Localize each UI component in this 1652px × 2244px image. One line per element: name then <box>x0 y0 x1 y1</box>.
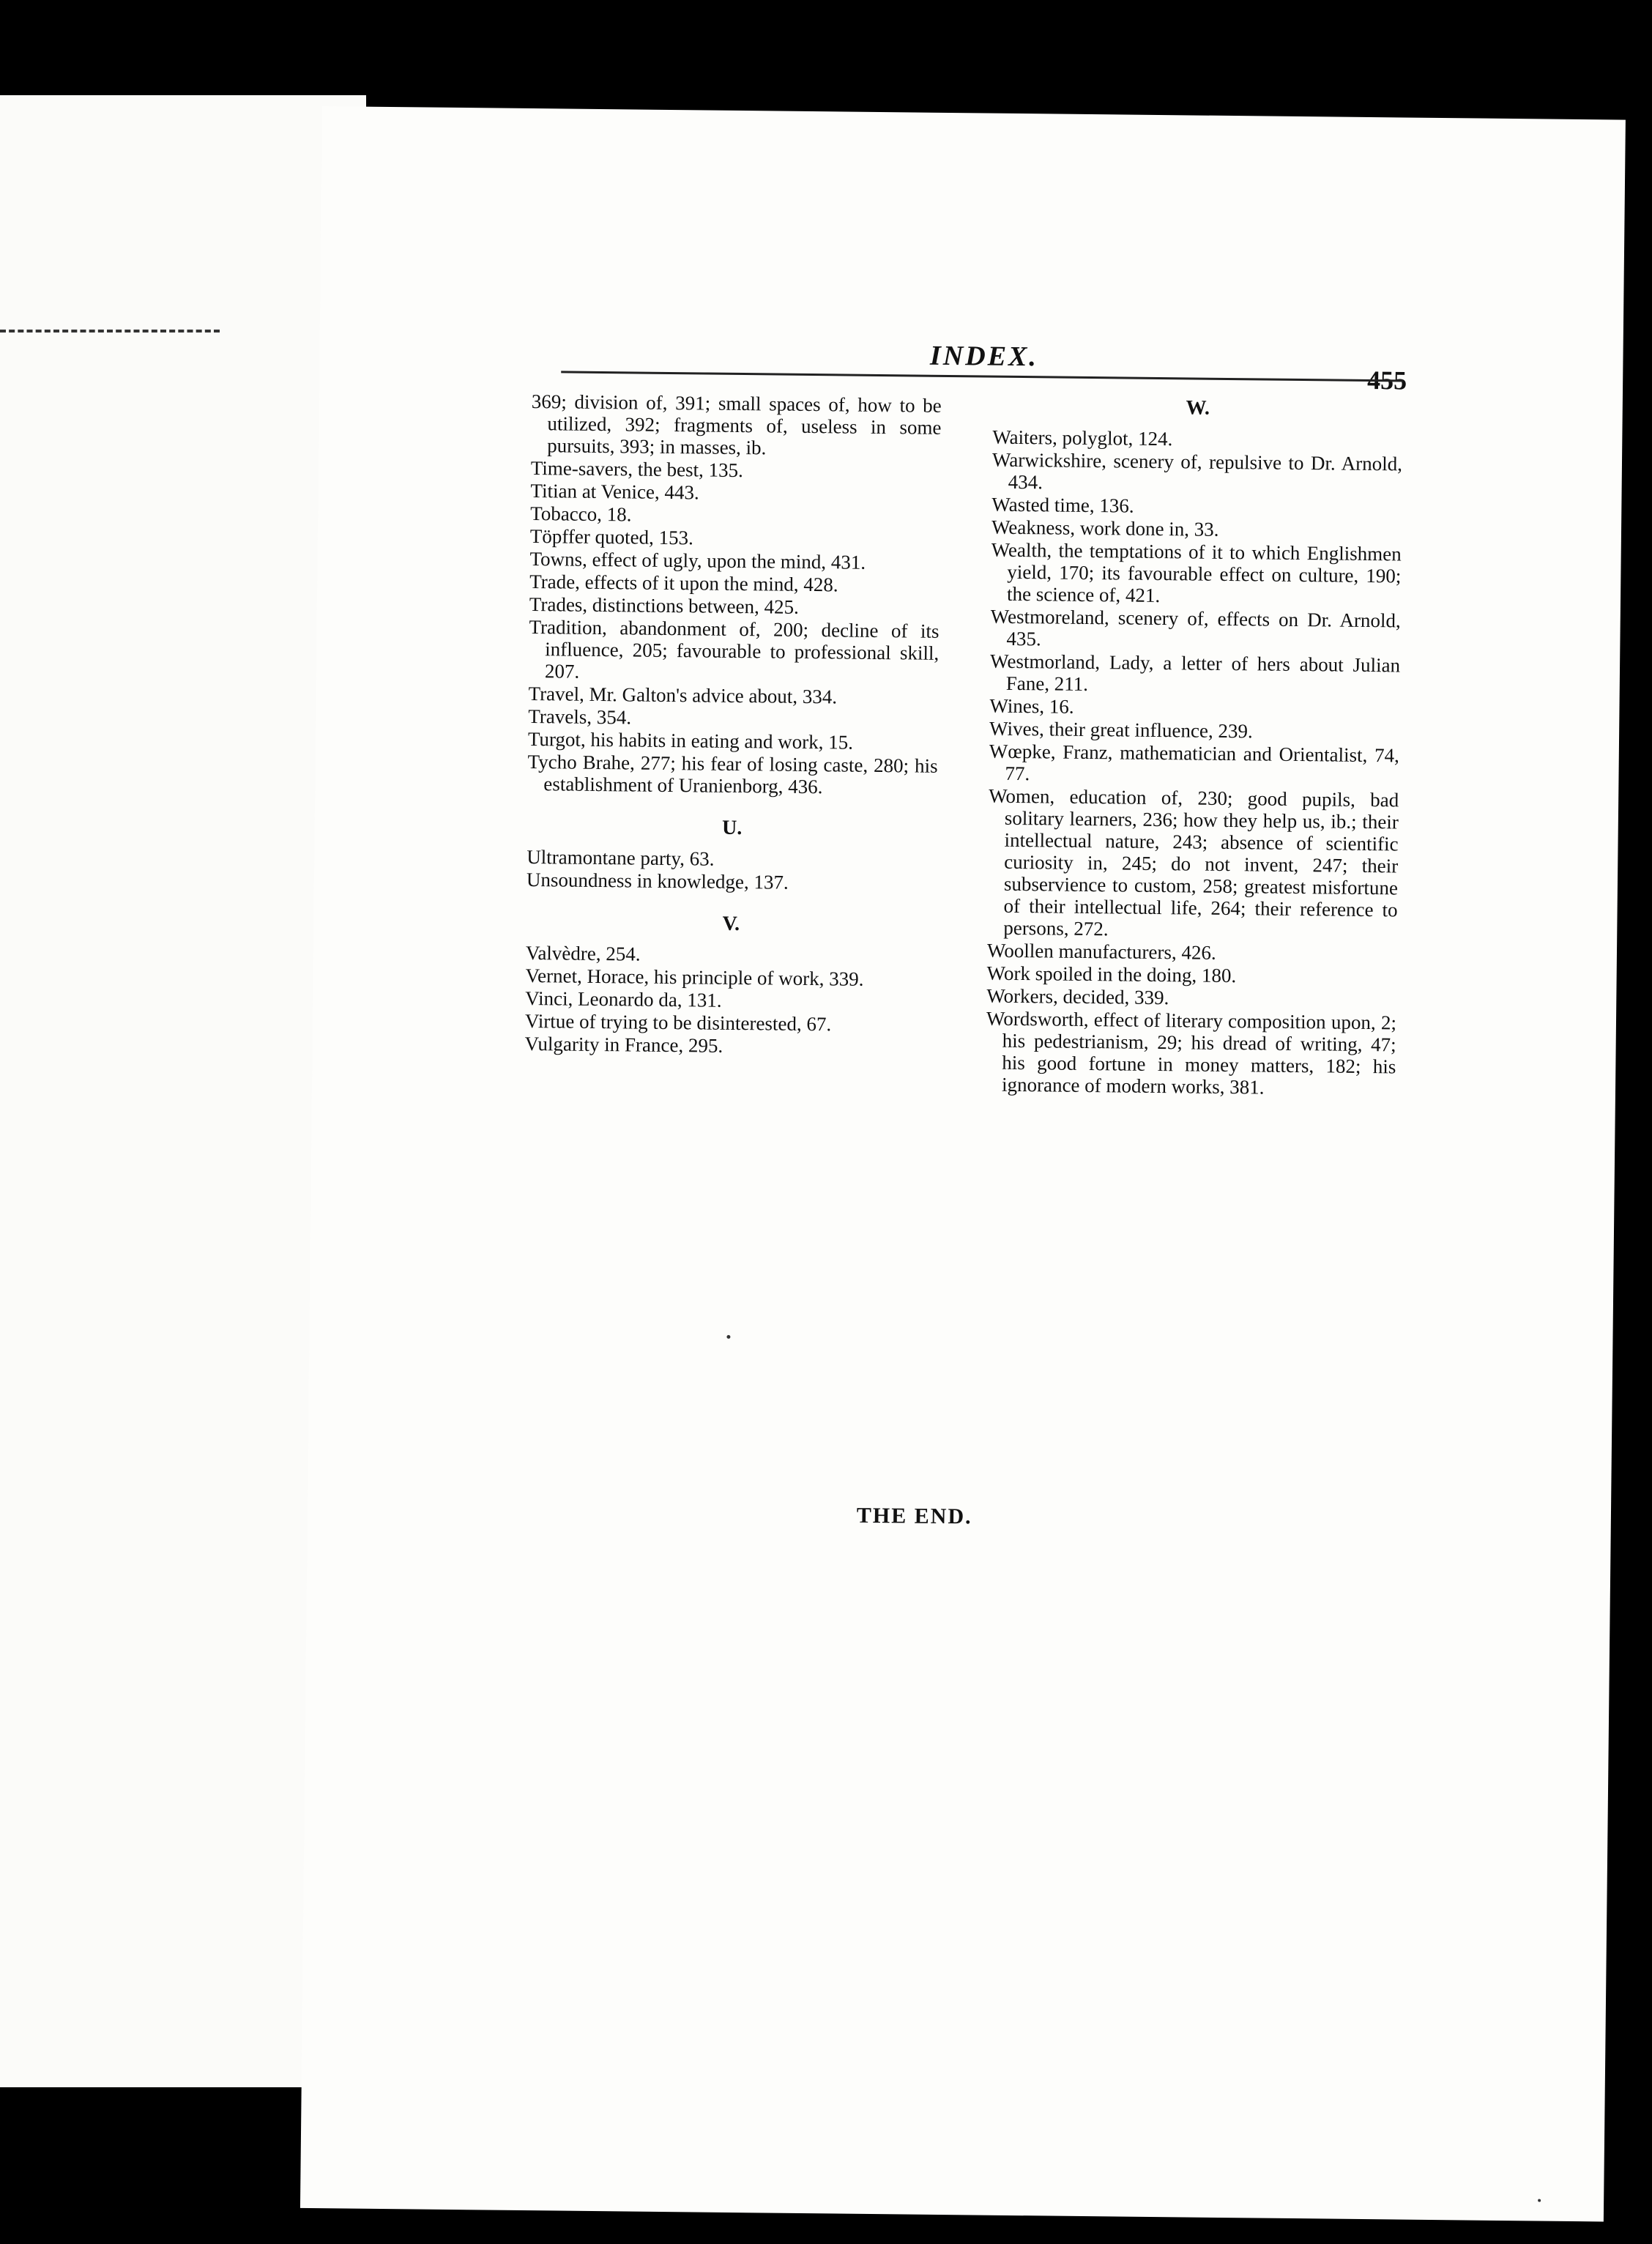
facing-page-line <box>0 827 199 850</box>
facing-page-line <box>0 1524 199 1547</box>
facing-page-line <box>0 465 199 488</box>
facing-page-line <box>0 1660 199 1682</box>
facing-page-gap <box>0 872 199 894</box>
index-entry: Vinci, Leonardo da, 131. <box>525 987 722 1011</box>
index-entry: Valvèdre, 254. <box>525 941 641 965</box>
facing-page-gap <box>0 1255 199 1277</box>
facing-page-line <box>0 962 199 984</box>
facing-page-line <box>0 1412 199 1435</box>
index-entry: Wives, their great influence, 239. <box>989 717 1253 743</box>
facing-page-line <box>0 1345 199 1368</box>
facing-page-line <box>0 691 199 714</box>
index-entry: Travels, 354. <box>528 705 632 729</box>
facing-page-gap <box>0 782 199 804</box>
facing-page-gap <box>0 940 199 962</box>
facing-page-line <box>0 714 199 737</box>
facing-page-line <box>0 397 199 420</box>
index-entry: Trade, effects of it upon the mind, 428. <box>529 571 838 596</box>
index-entry: Unsoundness in knowledge, 137. <box>526 868 789 893</box>
facing-page-line <box>0 1300 199 1323</box>
facing-page-line <box>0 759 199 782</box>
facing-page-gap <box>0 647 199 669</box>
index-page <box>300 106 1626 2221</box>
index-entry: Time-savers, the best, 135. <box>530 457 743 482</box>
facing-page-gap <box>0 1390 199 1412</box>
facing-page-line <box>0 894 199 917</box>
facing-page-line <box>0 420 199 442</box>
facing-page-gap <box>0 984 199 1006</box>
facing-page-line <box>0 1277 199 1300</box>
facing-page-line <box>0 917 199 940</box>
facing-page-line <box>0 1142 199 1164</box>
index-entry: Wines, 16. <box>989 694 1074 718</box>
index-entry: Weakness, work done in, 33. <box>991 516 1219 540</box>
facing-page-gap <box>0 1592 199 1614</box>
scan-speck <box>726 1335 730 1339</box>
facing-page-line <box>0 804 199 827</box>
facing-page-header-rule <box>0 330 220 332</box>
index-entry: Trades, distinctions between, 425. <box>529 593 800 618</box>
index-entry: Titian at Venice, 443. <box>530 480 699 504</box>
facing-page-line <box>0 579 199 601</box>
index-entry: Woollen manufacturers, 426. <box>986 939 1216 964</box>
scan-speck <box>1538 2199 1541 2202</box>
facing-page-gap <box>0 1097 199 1119</box>
index-entry: Workers, decided, 339. <box>986 984 1169 1009</box>
facing-page-line <box>0 1705 199 1728</box>
facing-page-line <box>0 737 199 759</box>
index-entry: Wordsworth, effect of literary composition upon, 2; his pedestrianism, 29; his dread of writing, 47; his good fortune in money matters, 182; his ignorance of modern works, 381. <box>986 1007 1397 1099</box>
facing-page-line <box>0 1547 199 1569</box>
facing-page-line <box>0 374 199 397</box>
index-entry: Vulgarity in France, 295. <box>524 1032 723 1057</box>
section-letter-v: V. <box>722 912 740 936</box>
index-entry: Towns, effect of ugly, upon the mind, 431. <box>529 548 866 573</box>
facing-page-line <box>0 1457 199 1479</box>
index-entry: Westmorland, Lady, a letter of hers about Julian Fane, 211. <box>989 650 1401 695</box>
index-entry: Turgot, his habits in eating and work, 15. <box>527 727 854 754</box>
facing-page-line <box>0 1682 199 1705</box>
facing-page-line <box>0 1052 199 1074</box>
facing-page-gap <box>0 1368 199 1390</box>
index-entry: Tycho Brahe, 277; his fear of losing caste, 280; his establishment of Uranienborg, 436. <box>527 750 938 798</box>
the-end-colophon: THE END. <box>856 1503 972 1529</box>
facing-page-line <box>0 624 199 647</box>
facing-page-line <box>0 352 199 374</box>
running-title: INDEX. <box>929 340 1039 373</box>
facing-page-line <box>0 1210 199 1233</box>
index-entry: Töpffer quoted, 153. <box>529 525 693 549</box>
facing-page-line <box>0 601 199 624</box>
facing-page-line <box>0 669 199 691</box>
page-number: 455 <box>1366 365 1407 395</box>
section-letter-w: W. <box>1186 396 1210 420</box>
facing-page-line <box>0 556 199 579</box>
facing-page-line <box>0 1233 199 1255</box>
section-letter-u: U. <box>721 816 743 840</box>
index-entry: Women, education of, 230; good pupils, bad solitary learners, 236; how they help us, ib.; their intellectual nature, 243; absence of scientific curiosity in, 245; do not invent, 247; their subservience to custom, 258; greatest misfortune of their intellectual life, 264; their reference to persons, 272. <box>989 784 1399 940</box>
facing-page-gap <box>0 1435 199 1457</box>
index-entry: Vernet, Horace, his principle of work, 339. <box>525 964 864 990</box>
facing-page-line <box>0 1119 199 1142</box>
index-entry: Warwickshire, scenery of, repulsive to Dr. Arnold, 434. <box>991 448 1403 494</box>
index-entry: Wasted time, 136. <box>991 493 1134 517</box>
facing-page-line <box>0 442 199 465</box>
index-entry: Travel, Mr. Galton's advice about, 334. <box>528 682 838 708</box>
index-entry: Westmoreland, scenery of, effects on Dr. Arnold, 435. <box>990 605 1401 650</box>
facing-page-line <box>0 1164 199 1187</box>
facing-page-line <box>0 850 199 872</box>
facing-page-line <box>0 1637 199 1660</box>
index-entry: Tobacco, 18. <box>530 502 632 526</box>
facing-page-line <box>0 1569 199 1592</box>
facing-page-line <box>0 1323 199 1345</box>
facing-page-line <box>0 1074 199 1097</box>
index-entry: Ultramontane party, 63. <box>527 845 715 870</box>
index-column-left <box>524 390 941 1060</box>
facing-page-gap <box>0 1479 199 1501</box>
index-entry: Waiters, polyglot, 124. <box>992 426 1173 450</box>
facing-page-line <box>0 1614 199 1637</box>
facing-page-line <box>0 533 199 556</box>
facing-page-line <box>0 1006 199 1029</box>
facing-page-index-column <box>0 352 199 1728</box>
facing-page-line <box>0 510 199 533</box>
index-entry: Work spoiled in the doing, 180. <box>986 962 1237 987</box>
facing-page-line <box>0 1029 199 1052</box>
facing-page-line <box>0 1187 199 1210</box>
facing-page-line <box>0 1501 199 1524</box>
index-column-right <box>986 395 1403 1101</box>
facing-page-line <box>0 488 199 510</box>
index-entry: Wœpke, Franz, mathematician and Orientalist, 74, 77. <box>989 740 1399 785</box>
index-entry: Tradition, abandonment of, 200; decline of its influence, 205; favourable to professional skill, 207. <box>529 615 940 683</box>
index-entry: Wealth, the temptations of it to which Englishmen yield, 170; its favourable effect on culture, 190; the science of, 421. <box>991 538 1402 607</box>
index-entry: 369; division of, 391; small spaces of, how to be utilized, 392; fragments of, useless in some pursuits, 393; in masses, ib. <box>531 390 942 459</box>
index-entry: Virtue of trying to be disinterested, 67. <box>524 1009 832 1036</box>
